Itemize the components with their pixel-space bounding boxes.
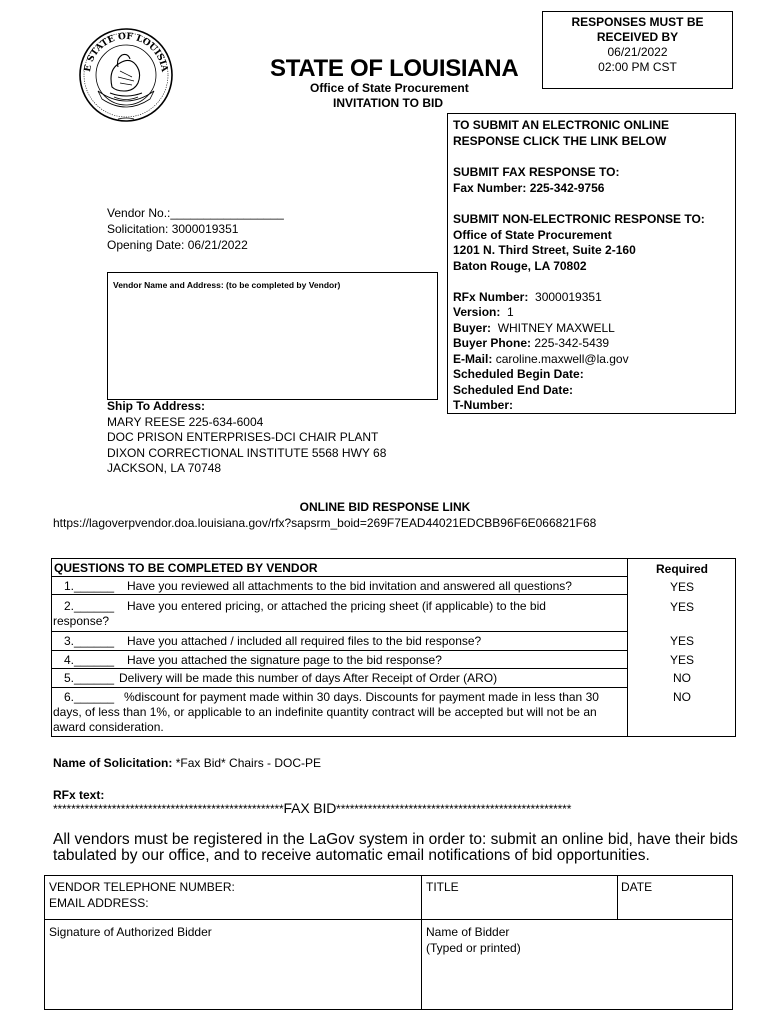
rfx-text-label: RFx text: [53, 788, 105, 802]
vendor-no: Vendor No.:_________________ [107, 206, 284, 220]
fax-title: SUBMIT FAX RESPONSE TO: [453, 165, 620, 179]
email-label: E-Mail: [453, 352, 493, 366]
question-required: NO [673, 671, 691, 685]
bidder-typed-label: (Typed or printed) [426, 941, 521, 955]
date-label: DATE [621, 880, 653, 894]
questions-table [51, 558, 736, 737]
form-divider-vertical [421, 876, 422, 1010]
date-field[interactable] [621, 879, 652, 895]
question-row [52, 688, 628, 737]
rfx-text-body [53, 800, 571, 816]
vendor-signature-form [44, 875, 733, 1010]
submission-info-box [447, 113, 736, 414]
fax-number: 225-342-9756 [529, 181, 605, 195]
buyer-phone-label: Buyer Phone: [453, 336, 532, 350]
vendor-phone-label: VENDOR TELEPHONE NUMBER: [49, 880, 235, 894]
page-title: STATE OF LOUISIANA [270, 55, 519, 82]
buyer-phone-value: 225-342-5439 [534, 336, 610, 350]
online-bid-link[interactable]: https://lagoverpvendor.doa.louisiana.gov/rfx?sapsrm_boid=269F7EAD44021EDCBB96F6E066821F68 [53, 516, 597, 530]
fax-row [453, 181, 604, 197]
question-text: Have you entered pricing, or attached the pricing sheet (if applicable) to the bid [127, 599, 546, 613]
rfx-fax-bid: FAX BID [283, 800, 337, 816]
question-number[interactable]: 3.______ [64, 634, 115, 648]
ship-line3: DIXON CORRECTIONAL INSTITUTE 5568 HWY 68 [107, 445, 387, 460]
vendor-info [107, 205, 284, 253]
buyer-value: WHITNEY MAXWELL [497, 321, 615, 335]
buyer-row [453, 321, 615, 337]
responses-deadline-box [542, 11, 733, 89]
question-row [52, 632, 628, 651]
vendor-name-address-box[interactable] [107, 272, 438, 400]
question-text-cont: days, of less than 1%, or applicable to an indefinite quantity contract will be accepted but will not be an [53, 705, 597, 719]
question-required: YES [669, 600, 694, 614]
procurement-office: Office of State Procurement [453, 228, 612, 242]
responses-time: 02:00 PM CST [598, 60, 677, 74]
version-value: 1 [507, 305, 514, 319]
fax-label: Fax Number: [453, 181, 527, 195]
ship-line4: JACKSON, LA 70748 [107, 461, 222, 475]
responses-line1: RESPONSES MUST BE [571, 15, 704, 29]
nonelectronic-title: SUBMIT NON-ELECTRONIC RESPONSE TO: [453, 212, 705, 226]
ship-to-label: Ship To Address: [107, 399, 206, 413]
vendor-email-label: EMAIL ADDRESS: [49, 896, 149, 910]
ship-line2: DOC PRISON ENTERPRISES-DCI CHAIR PLANT [107, 430, 379, 444]
address-line1: 1201 N. Third Street, Suite 2-160 [453, 243, 636, 257]
end-date-label: Scheduled End Date: [453, 383, 574, 397]
version-label: Version: [453, 305, 501, 319]
rfx-stars-left: *************************************************** [53, 802, 284, 816]
question-row [52, 577, 628, 595]
t-number-label: T-Number: [453, 398, 513, 412]
bidder-name-field[interactable] [426, 924, 521, 956]
seal-text: E STATE OF LOUISIA [83, 31, 169, 73]
question-required: YES [669, 580, 694, 594]
signature-label: Signature of Authorized Bidder [49, 925, 212, 939]
vendor-box-label: Vendor Name and Address: (to be completed by Vendor) [113, 280, 341, 290]
question-number[interactable]: 2.______ [64, 599, 115, 613]
buyer-label: Buyer: [453, 321, 492, 335]
ship-line1: MARY REESE 225-634-6004 [107, 414, 264, 429]
question-row [52, 595, 628, 632]
question-text: %discount for payment made within 30 days. Discounts for payment made in less than 30 [124, 690, 599, 704]
invitation-title: INVITATION TO BID [333, 96, 443, 110]
form-divider-horizontal [45, 919, 733, 920]
title-label: TITLE [426, 880, 459, 894]
question-text: Have you reviewed all attachments to the bid invitation and answered all questions? [127, 579, 572, 593]
vendor-phone-email-field[interactable] [49, 879, 235, 911]
version-row [453, 305, 514, 321]
begin-date-label: Scheduled Begin Date: [453, 367, 584, 381]
question-required: NO [673, 690, 691, 704]
solicitation-name [53, 756, 321, 770]
question-row [52, 669, 628, 688]
electronic-line1: TO SUBMIT AN ELECTRONIC ONLINE [453, 118, 669, 132]
question-required: YES [669, 653, 694, 667]
question-text-cont: award consideration. [53, 720, 164, 734]
questions-header: QUESTIONS TO BE COMPLETED BY VENDOR [54, 561, 318, 575]
solicitation-name-value: *Fax Bid* Chairs - DOC-PE [175, 756, 322, 770]
email-value[interactable]: caroline.maxwell@la.gov [495, 352, 629, 366]
question-number[interactable]: 6.______ [64, 690, 115, 704]
question-text: Have you attached the signature page to the bid response? [127, 653, 442, 667]
title-field[interactable] [426, 879, 459, 895]
solicitation-number: Solicitation: 3000019351 [107, 222, 239, 236]
question-required: YES [669, 634, 694, 648]
question-row [52, 651, 628, 669]
solicitation-name-label: Name of Solicitation: [53, 756, 173, 770]
svg-text:THE STATE OF LOUISIANA [78, 27, 169, 74]
rfx-stars-right: **************************************************** [336, 802, 572, 816]
ship-to-address [107, 399, 386, 477]
bidder-name-label: Name of Bidder [426, 925, 510, 939]
question-number[interactable]: 5.______ [64, 671, 115, 685]
form-divider-vertical-2 [617, 876, 618, 919]
question-text: Delivery will be made this number of days After Receipt of Order (ARO) [119, 671, 498, 685]
buyer-phone-row [453, 336, 609, 352]
registration-notice: All vendors must be registered in the LaGov system in order to: submit an online bid, have their bids tabulated by our office, and to receive automatic email notifications of bid opportunities. [53, 831, 738, 864]
required-header: Required [655, 562, 708, 576]
state-seal [78, 27, 174, 123]
online-link-title: ONLINE BID RESPONSE LINK [299, 500, 471, 514]
electronic-line2: RESPONSE CLICK THE LINK BELOW [453, 134, 667, 148]
rfx-number-value: 3000019351 [535, 290, 602, 304]
question-number[interactable]: 4.______ [64, 653, 115, 667]
responses-date: 06/21/2022 [607, 45, 668, 59]
rfx-number-row [453, 290, 602, 306]
email-row [453, 352, 629, 368]
signature-field[interactable] [49, 924, 212, 940]
office-name: Office of State Procurement [310, 81, 469, 95]
opening-date: Opening Date: 06/21/2022 [107, 238, 248, 252]
question-text: Have you attached / included all required files to the bid response? [127, 634, 482, 648]
rfx-number-label: RFx Number: [453, 290, 529, 304]
question-text-cont: response? [53, 614, 110, 628]
question-number[interactable]: 1.______ [64, 579, 115, 593]
responses-line2: RECEIVED BY [596, 30, 679, 44]
address-line2: Baton Rouge, LA 70802 [453, 259, 587, 273]
